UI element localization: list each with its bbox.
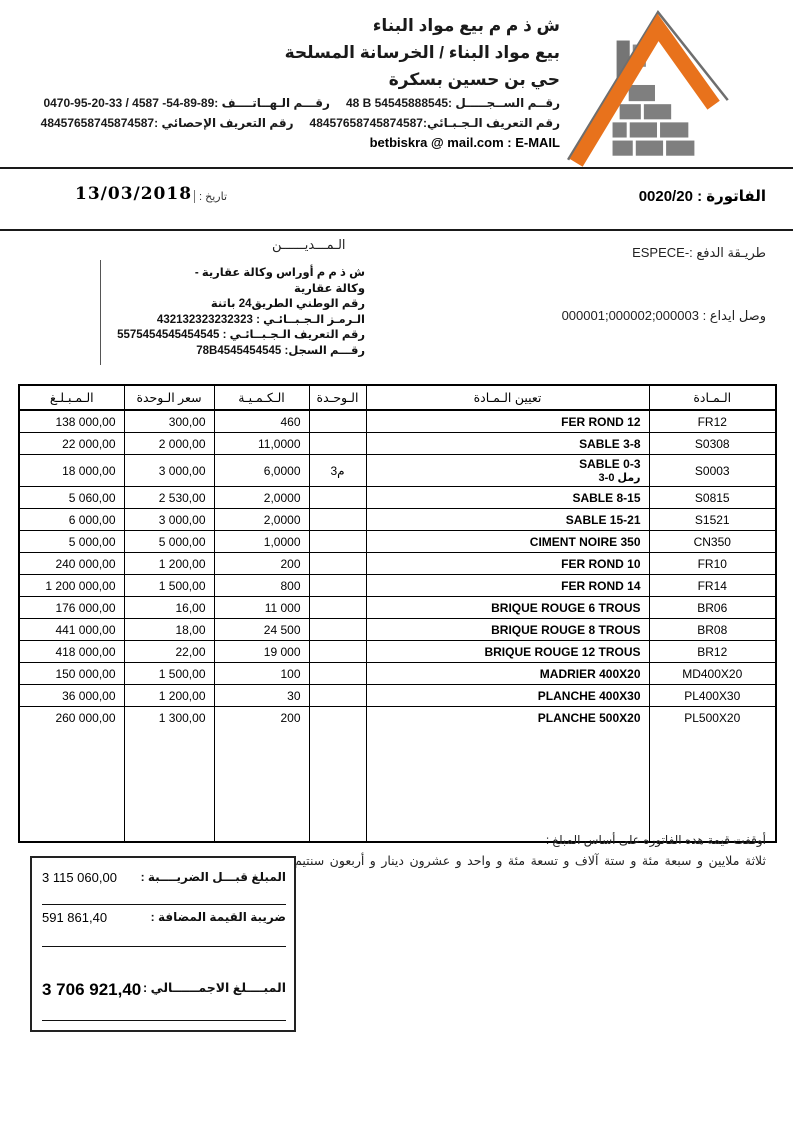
table-row [19,531,776,553]
customer-tax-id-label: رقم التعريف الـجـبــائـي : [222,329,365,341]
stat-id-label: رقم التعريف الإحصائي : [154,116,294,130]
email-line: betbiskra @ mail.com : E-MAIL [369,135,560,150]
cell-designation: SABLE 3-8 [366,433,649,455]
cell-designation: SABLE 15-21 [366,509,649,531]
header-amount: الـمـبـلـغ [19,385,124,410]
cell-unit-price: 22,00 [124,641,214,663]
customer-tax-id [107,328,365,344]
table-row [19,509,776,531]
invoice-number-line [639,187,766,205]
header-unit-price: سعر الـوحدة [124,385,214,410]
cell-designation: SABLE 8-15 [366,487,649,509]
registry-value: 48 B 54545888545 [345,96,449,110]
totals-box [30,856,296,1032]
cell-unit [309,487,366,509]
cell-unit-price: 300,00 [124,410,214,433]
customer-name: ش ذ م م أوراس وكالة عقارية - [194,267,365,279]
cell-code: FR14 [649,575,776,597]
cell-unit-price: 1 500,00 [124,663,214,685]
customer-address: رقم الوطني الطريق24 باتنة [210,298,365,310]
cell-code: FR10 [649,553,776,575]
fiscal-code-label: الـرمـز الـجـبــائـي : [256,313,365,326]
table-row [19,433,776,455]
total-label: المبــــلغ الاجمــــــالي : [143,981,286,995]
cell-unit [309,410,366,433]
fiscal-code-value: 432132323232323 [156,313,253,326]
table-row [19,663,776,685]
cell-unit [309,509,366,531]
cell-unit [309,707,366,843]
house-bricks-logo-icon [560,6,752,168]
cell-unit-price: 1 200,00 [124,685,214,707]
cell-qty: 11 000 [214,597,309,619]
cell-unit [309,641,366,663]
cell-designation: CIMENT NOIRE 350 [366,531,649,553]
customer-registry-value: 78B4545454545 [196,344,282,357]
vat-value: 591 861,40 [42,910,108,925]
table-row [19,553,776,575]
cell-amount: 441 000,00 [19,619,124,641]
tax-id-label: رقم التعريف الـجـبـائي: [422,116,560,130]
cell-designation: BRIQUE ROUGE 8 TROUS [366,619,649,641]
cell-qty: 24 500 [214,619,309,641]
cell-designation: BRIQUE ROUGE 12 TROUS [366,641,649,663]
deposit-value: 000001;000002;000003 [561,308,699,323]
cell-amount: 5 060,00 [19,487,124,509]
cell-designation: SABLE 0-3 رمل 0-3 [366,455,649,487]
table-header-row [19,385,776,410]
customer-activity: وكالة عقارية [293,282,365,295]
customer-tax-id-value: 5575454545454545 [117,329,220,341]
cell-unit [309,553,366,575]
cell-code: S0308 [649,433,776,455]
company-activity: بيع مواد البناء / الخرسانة المسلحة [284,43,560,62]
cell-qty: 200 [214,707,309,843]
company-address: حي بن حسين بسكرة [388,70,560,89]
stat-id-value: 48457658745874587 [40,116,155,130]
invoice-date-value: 13/03/2018 [75,184,193,204]
cell-unit [309,575,366,597]
cell-designation: FER ROND 10 [366,553,649,575]
registry-phone-line [15,93,560,113]
cell-code: PL400X30 [649,685,776,707]
deposit-label: وصل ايداع : [702,308,766,323]
debtor-title: الـمـــديــــــن [272,237,346,252]
cell-designation: PLANCHE 400X30 [366,685,649,707]
deposit-line [562,308,766,324]
cell-unit-price: 1 200,00 [124,553,214,575]
vat-row [42,910,286,947]
cell-qty: 2,0000 [214,509,309,531]
cell-amount: 418 000,00 [19,641,124,663]
invoice-number-value: 0020/20 [638,188,693,205]
cell-amount: 18 000,00 [19,455,124,487]
cell-amount: 6 000,00 [19,509,124,531]
company-logo [560,6,752,168]
customer-registry [107,344,365,360]
table-row [19,455,776,487]
items-body [19,410,776,842]
cell-amount: 1 200 000,00 [19,575,124,597]
cell-code: S0815 [649,487,776,509]
header-designation: تعيين الـمـادة [366,385,649,410]
cell-qty: 19 000 [214,641,309,663]
table-row [19,619,776,641]
cell-qty: 800 [214,575,309,597]
payment-method-line [632,245,766,261]
cell-code: PL500X20 [649,707,776,843]
table-row [19,685,776,707]
cell-unit-price: 1 500,00 [124,575,214,597]
cell-amount: 36 000,00 [19,685,124,707]
cell-qty: 100 [214,663,309,685]
header-divider [0,167,793,169]
customer-fiscal-code [107,313,365,329]
cell-unit-price: 2 000,00 [124,433,214,455]
cell-designation: PLANCHE 500X20 [366,707,649,843]
cell-unit-price: 5 000,00 [124,531,214,553]
invoice-date-label: تاريخ : [194,190,227,203]
tax-id-value: 48457658745874587 [309,116,423,130]
total-row [42,980,286,1021]
cell-code: MD400X20 [649,663,776,685]
invoice-divider [0,229,793,231]
cell-code: S1521 [649,509,776,531]
cell-amount: 240 000,00 [19,553,124,575]
cell-code: BR12 [649,641,776,663]
cell-code: BR06 [649,597,776,619]
cell-unit-price: 16,00 [124,597,214,619]
cell-designation: MADRIER 400X20 [366,663,649,685]
customer-registry-label: رقـــم السجل: [284,344,365,357]
cell-unit [309,619,366,641]
table-row [19,641,776,663]
cell-code: BR08 [649,619,776,641]
cell-amount: 138 000,00 [19,410,124,433]
vat-label: ضريبة القيمة المضافة : [150,910,286,924]
header-code: الـمـادة [649,385,776,410]
phone-value: 0470-95-20-33 / 4587 -54-89-89 [43,96,215,110]
cell-unit [309,597,366,619]
items-table [18,384,777,843]
company-header [15,12,560,153]
tax-ids-line [15,113,560,133]
phone-label: رقـــم الـهــاتــــف : [214,96,330,110]
items-table-wrapper [18,384,777,843]
cell-qty: 30 [214,685,309,707]
payment-method-value: ESPECE [632,245,685,260]
closing-statement: أوقفت قيمة هده الفاتوره على أساس المبلغ : [545,833,766,847]
cell-qty: 460 [214,410,309,433]
cell-unit-price: 18,00 [124,619,214,641]
cell-qty: 1,0000 [214,531,309,553]
amount-in-words: ثلاثة ملايين و سبعة مئة و ستة آلاف و تسعة مئة و واحد و عشرون دينار و أربعون سنتيم [294,854,766,868]
invoice-number-label: الفاتورة : [697,188,766,205]
table-row [19,575,776,597]
cell-designation: FER ROND 14 [366,575,649,597]
cell-amount: 260 000,00 [19,707,124,843]
payment-method-label: طريـقة الدفع :- [684,245,766,260]
table-row [19,597,776,619]
cell-amount: 176 000,00 [19,597,124,619]
before-tax-value: 3 115 060,00 [42,870,117,885]
cell-unit [309,531,366,553]
table-row [19,487,776,509]
table-row [19,707,776,843]
cell-qty: 200 [214,553,309,575]
cell-qty: 6,0000 [214,455,309,487]
cell-unit: م3 [309,455,366,487]
cell-qty: 2,0000 [214,487,309,509]
cell-qty: 11,0000 [214,433,309,455]
cell-unit-price: 3 000,00 [124,455,214,487]
before-tax-row [42,870,286,905]
cell-unit [309,433,366,455]
total-value: 3 706 921,40 [42,980,142,999]
cell-amount: 150 000,00 [19,663,124,685]
cell-amount: 5 000,00 [19,531,124,553]
cell-unit-price: 2 530,00 [124,487,214,509]
cell-unit-price: 1 300,00 [124,707,214,843]
cell-unit [309,663,366,685]
cell-code: CN350 [649,531,776,553]
cell-designation: FER ROND 12 [366,410,649,433]
cell-code: FR12 [649,410,776,433]
before-tax-label: المبلغ قبـــل الضريــــبة : [140,870,286,884]
cell-code: S0003 [649,455,776,487]
cell-amount: 22 000,00 [19,433,124,455]
header-qty: الـكـمـيـة [214,385,309,410]
table-row [19,410,776,433]
cell-unit [309,685,366,707]
company-name: ش ذ م م بيع مواد البناء [372,16,560,35]
cell-unit-price: 3 000,00 [124,509,214,531]
registry-label: رقــم الســجـــــل : [448,96,560,110]
customer-block [100,260,367,365]
header-unit: الـوحـدة [309,385,366,410]
cell-designation: BRIQUE ROUGE 6 TROUS [366,597,649,619]
